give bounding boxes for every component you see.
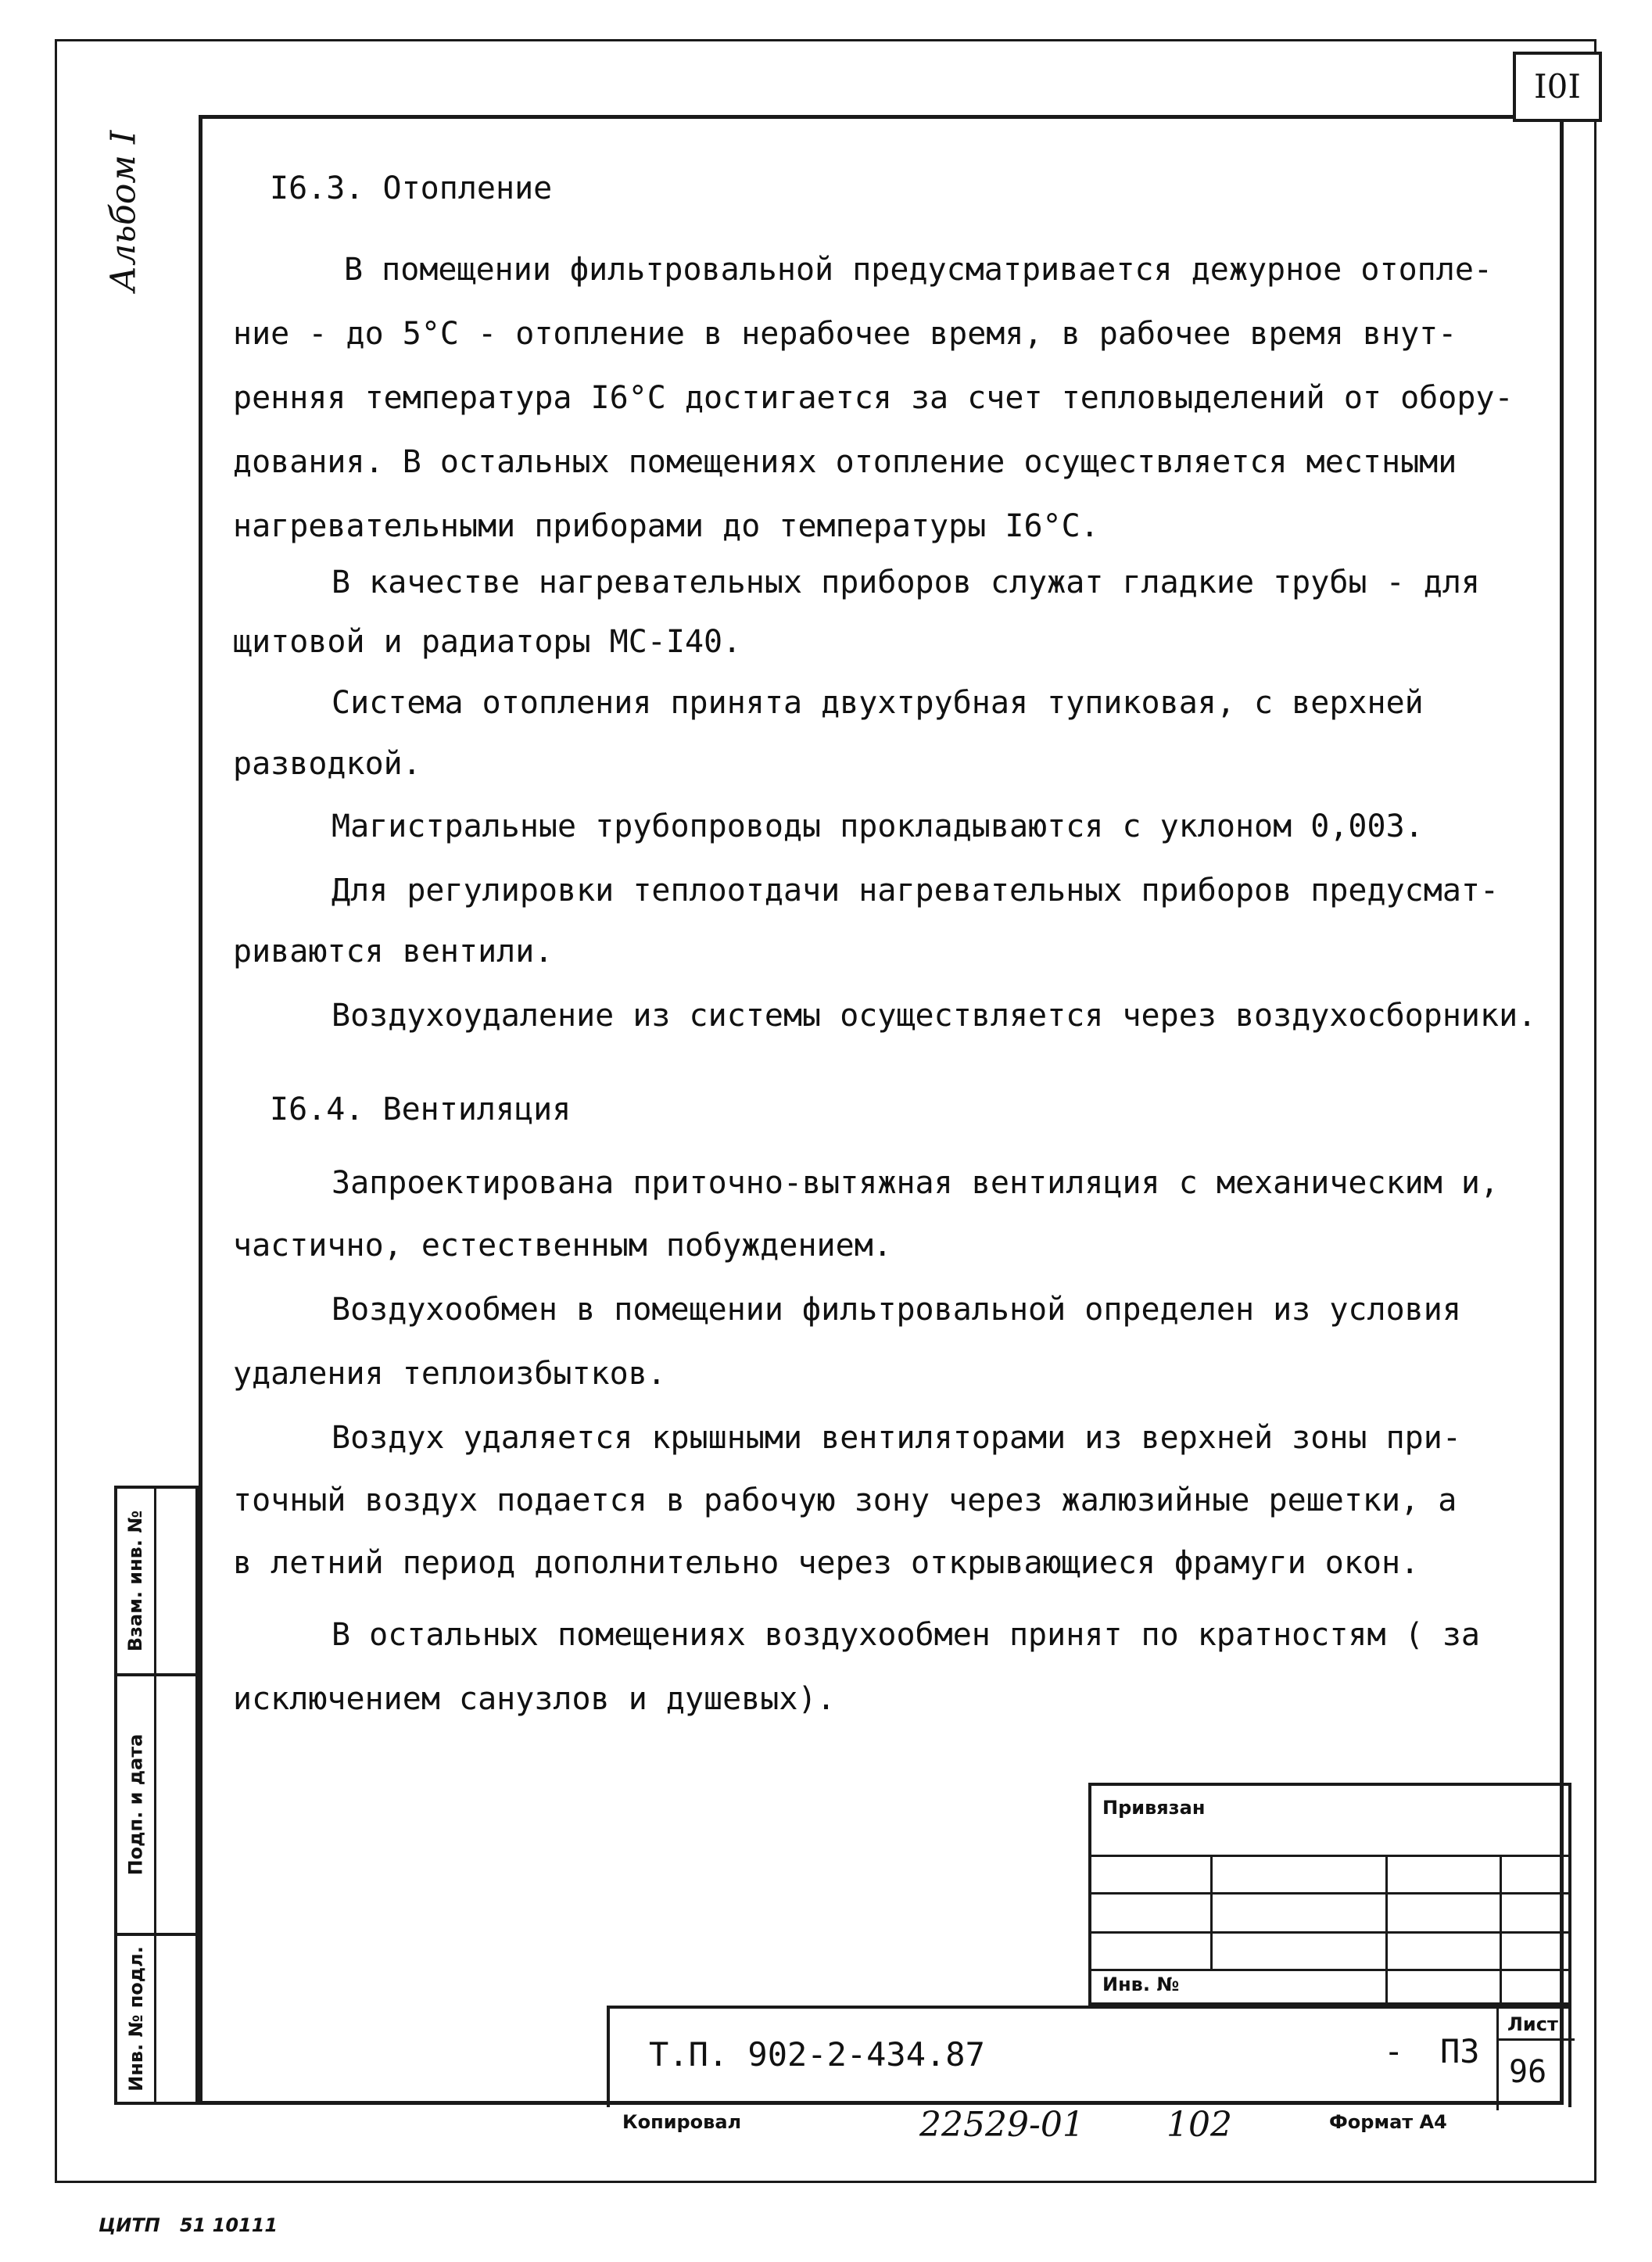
sheet-value: 96 [1509,2054,1547,2090]
inv-no-label: Инв. № [1102,1973,1180,1995]
paragraph-line: нагревательными приборами до температуры I6°С. [233,508,1099,544]
paragraph-line: В качестве нагревательных приборов служат гладкие трубы - для [331,565,1481,600]
side-stamp [114,1486,199,2105]
paragraph-line: исключением санузлов и душевых). [233,1681,836,1717]
paragraph-line: ние - до 5°С - отопление в нерабочее время, в рабочее время внут- [233,316,1457,352]
privyazan-label: Привязан [1102,1797,1206,1819]
paragraph-line: точный воздух подается в рабочую зону через жалюзийные решетки, а [233,1482,1457,1518]
section-heading-ventilation: I6.4. Вентиляция [270,1092,572,1127]
paragraph-line: Система отопления принята двухтрубная тупиковая, с верхней [331,685,1424,721]
printer-code: ЦИТП 51 10111 [99,2214,278,2236]
side-label-vzam: Взам. инв. № [124,1510,147,1652]
paragraph-line: Воздухообмен в помещении фильтровальной определен из условия [331,1292,1461,1328]
paragraph-line: Воздухоудаление из системы осуществляется через воздухосборники. [331,998,1537,1034]
sheet-label: Лист [1507,2013,1558,2035]
paragraph-line: ренняя температура I6°С достигается за счет тепловыделений от обору- [233,380,1514,416]
paragraph-line: щитовой и радиаторы МС-I40. [233,624,742,660]
title-dash: - [1384,2032,1404,2070]
paragraph-line: Магистральные трубопроводы прокладываются с уклоном 0,003. [331,808,1424,844]
section-heading-heating: I6.3. Отопление [270,170,553,206]
section-code: ПЗ [1440,2032,1480,2070]
paragraph-line: удаления теплоизбытков. [233,1356,666,1392]
stamp-table [1088,1783,1571,2006]
paragraph-line: Запроектирована приточно-вытяжная вентиляция с механическим и, [331,1165,1500,1201]
sheet-number: I0I [1513,52,1602,122]
side-cell-inv [117,1936,195,2102]
paragraph-line: Для регулировки теплоотдачи нагревательных приборов предусмат- [331,873,1500,909]
album-label: Альбом I [103,130,144,292]
paragraph-line: частично, естественным побуждением. [233,1228,892,1264]
paragraph-line: разводкой. [233,746,421,782]
paragraph-line: В остальных помещениях воздухообмен принят по кратностям ( за [331,1617,1481,1653]
side-cell-podp [117,1676,195,1936]
paragraph-line: дования. В остальных помещениях отопление осуществляется местными [233,444,1457,480]
side-label-inv: Инв. № подл. [124,1946,147,2092]
side-cell-vzam [117,1489,195,1676]
title-block [607,2006,1571,2107]
paragraph-line: В помещении фильтровальной предусматривается дежурное отопле- [344,252,1493,288]
order-number: 22529-01 [919,2105,1084,2145]
format-label: Формат А4 [1329,2111,1447,2133]
paragraph-line: в летний период дополнительно через открывающиеся фрамуги окон. [233,1545,1420,1581]
order-sheet: 102 [1166,2105,1232,2145]
side-label-podp: Подп. и дата [124,1733,147,1876]
document-code: Т.П. 902-2-434.87 [649,2035,985,2074]
paragraph-line: риваются вентили. [233,934,554,970]
paragraph-line: Воздух удаляется крышными вентиляторами из верхней зоны при- [331,1420,1461,1456]
kopiroval-label: Копировал [622,2111,742,2133]
